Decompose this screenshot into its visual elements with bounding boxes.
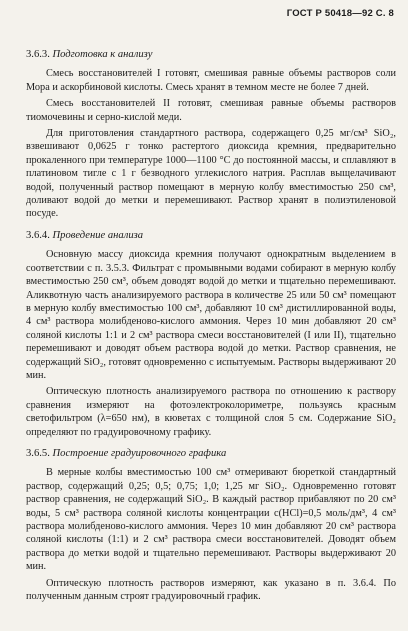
section-title: Построение градуировочного графика	[52, 447, 227, 459]
paragraph: Оптическую плотность анализируемого раствора по отношению к раствору сравнения измеряют на фотоэлектроколориметре, пользуясь красным светофильтром (λ=650 нм), в кюветах с толщиной слоя 5 см. Содержание SiO₂ определяют по градуировочному графику.	[26, 386, 396, 438]
paragraph: В мерные колбы вместимостью 100 см³ отмеривают бюреткой стандартный раствор, содержащий 0,25; 0,5; 0,75; 1,0; 1,25 мг SiO₂. Одновременно готовят раствор сравнения, не содержащий SiO₂. В каждый раствор прибавляют по 20 см³ воды, 5 см³ раствора соляной кислоты концентрации c(HCl)=0,5 моль/дм³, 4 см³ раствора молибденово-кислого аммония. Через 10 мин добавляют 20 см³ раствора соляной кислоты (1:1) и 2 см³ раствора смеси восстановителей. Доводят объем раствора до метки водой и тщательно перемешивают. Растворы выдерживают 20 мин.	[26, 467, 396, 573]
section-title: Проведение анализа	[52, 229, 144, 241]
paragraph: Смесь восстановителей I готовят, смешивая равные объемы растворов соли Мора и аскорбиновой кислоты. Смесь хранят в темном месте не более 7 дней.	[26, 68, 396, 93]
paragraph: Для приготовления стандартного раствора, содержащего 0,25 мг/см³ SiO₂, взвешивают 0,0625 г тонко растертого диоксида кремния, предварительно прокаленного при температуре 1000—1100 °С до постоянной массы, и сплавляют в платиновом тигле с 1 г безводного углекислого натрия. Расплав выщелачивают водой, полученный раствор помещают в мерную колбу вместимостью 250 см³, доливают водой до метки и перемешивают. Раствор хранят в полиэтиленовой посуде.	[26, 128, 396, 220]
paragraph: Оптическую плотность растворов измеряют, как указано в п. 3.6.4. По полученным данным строят градуировочный график.	[26, 577, 396, 603]
section-title: Подготовка к анализу	[52, 49, 153, 60]
document-body	[26, 48, 396, 603]
paragraph: Основную массу диоксида кремния получают однократным выделением в соответствии с п. 3.5.3. Фильтрат с промывными водами собирают в мерную колбу вместимостью 250 см³, объем доводят водой до метки и тщательно перемешивают. Аликвотную часть анализируемого раствора в количестве 25 или 50 см³ помещают в мерную колбу вместимостью 100 см³, добавляют 10 см³ дистиллированной воды, 4 см³ раствора молибденово-кислого аммония. Через 10 мин добавляют 20 см³ соляной кислоты 1:1 и 2 см³ раствора смеси восстановителей (I или II), тщательно перемешивают и доводят объем раствора водой до метки. Раствор сравнения, не содержащий SiO₂, готовят одновременно с испытуемым. Растворы выдерживают 20 мин.	[26, 249, 396, 381]
section-number: 3.6.4.	[26, 229, 50, 241]
section-number: 3.6.5.	[26, 447, 50, 459]
page-header: ГОСТ Р 50418—92 С. 8	[286, 8, 394, 19]
section-heading-3-6-5	[26, 447, 396, 460]
paragraph: Смесь восстановителей II готовят, смешивая равные объемы растворов тиомочевины и серно-кислой меди.	[26, 98, 396, 123]
section-heading-3-6-3	[26, 48, 396, 61]
section-number: 3.6.3.	[26, 49, 50, 60]
section-heading-3-6-4	[26, 229, 396, 242]
